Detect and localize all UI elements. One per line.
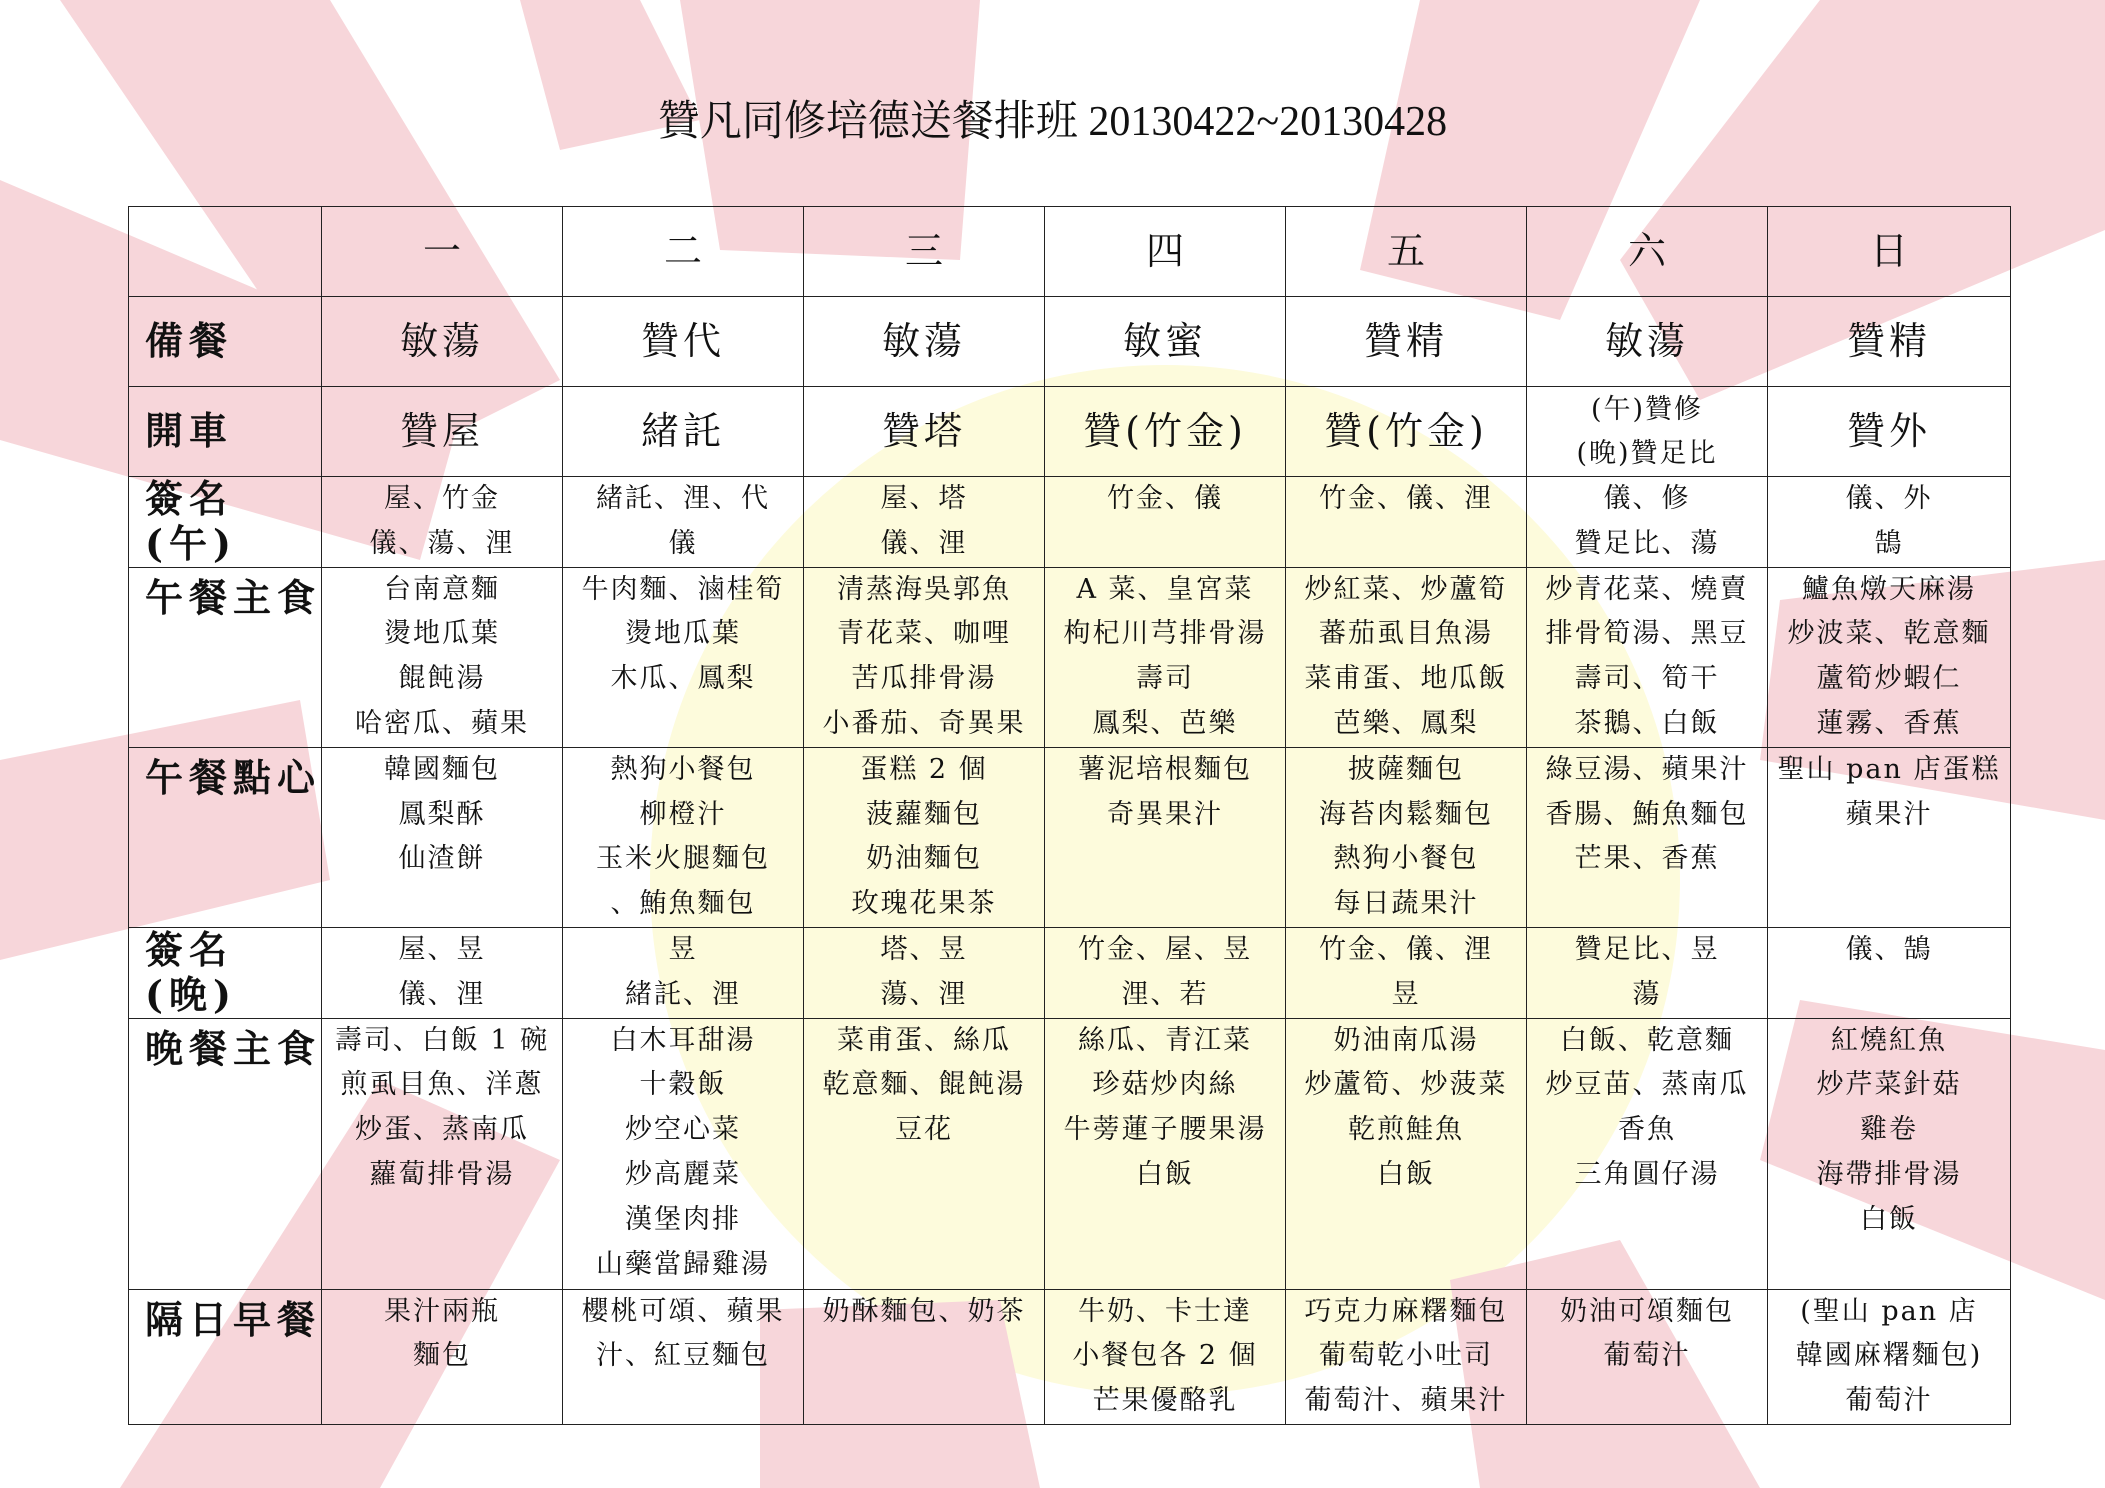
- schedule-cell: [1045, 747, 1286, 927]
- schedule-row: [129, 567, 2011, 747]
- cell-line: 奶油南瓜湯: [1333, 1024, 1479, 1056]
- cell-line: 漢堡肉排: [625, 1203, 741, 1235]
- cell-line: 屋、竹金: [384, 483, 500, 514]
- schedule-cell: [322, 297, 563, 387]
- schedule-cell: [1768, 927, 2011, 1018]
- schedule-cell: [804, 477, 1045, 568]
- schedule-cell: [1286, 1018, 1527, 1289]
- cell-line: 木瓜、鳳梨: [610, 663, 756, 695]
- cell-line: 牛肉麵、滷桂筍: [581, 573, 785, 605]
- schedule-cell: [804, 927, 1045, 1018]
- cell-line: 蛋糕 2 個: [860, 753, 988, 785]
- schedule-cell: [1286, 927, 1527, 1018]
- schedule-cell: [322, 567, 563, 747]
- schedule-cell: [1527, 1018, 1768, 1289]
- schedule-cell: [1527, 1289, 1768, 1424]
- schedule-cell: [1286, 567, 1527, 747]
- cell-line: 贊足比、昱: [1574, 933, 1720, 965]
- cell-line: 昱: [668, 933, 698, 965]
- cell-line: 緒託、浬: [625, 978, 741, 1010]
- cell-line: 鱸魚燉天麻湯: [1802, 573, 1976, 605]
- cell-line: 汁、紅豆麵包: [596, 1340, 770, 1372]
- page-title: 贊凡同修培德送餐排班 20130422~20130428: [657, 99, 1448, 145]
- schedule-cell: [563, 387, 804, 477]
- schedule-row: [129, 1018, 2011, 1289]
- day-header: 日: [1768, 207, 2011, 297]
- cell-line: 儀、浬: [398, 978, 486, 1010]
- cell-line: 乾煎鮭魚: [1348, 1114, 1464, 1146]
- cell-line: 贊(竹金): [1083, 409, 1247, 454]
- cell-line: 燙地瓜葉: [625, 618, 741, 650]
- cell-line: 昱: [1391, 978, 1421, 1010]
- cell-line: 葡萄汁: [1603, 1340, 1691, 1372]
- cell-line: 儀、蕩、浬: [369, 527, 515, 559]
- schedule-cell: [1527, 477, 1768, 568]
- cell-line: 奇異果汁: [1107, 798, 1223, 830]
- cell-line: 竹金、屋、昱: [1078, 933, 1252, 965]
- cell-line: 炒蛋、蒸南瓜: [355, 1114, 529, 1146]
- cell-line: 綠豆湯、蘋果汁: [1545, 753, 1749, 785]
- cell-line: 小番茄、奇異果: [822, 707, 1026, 739]
- schedule-cell: [1768, 477, 2011, 568]
- schedule-cell: [1045, 477, 1286, 568]
- schedule-cell: [1045, 1289, 1286, 1424]
- cell-line: 熱狗小餐包: [610, 753, 756, 785]
- cell-line: 仙渣餅: [398, 843, 486, 875]
- cell-line: 蕩: [1632, 978, 1662, 1010]
- cell-line: 果汁兩瓶: [384, 1295, 500, 1327]
- day-header: 四: [1045, 207, 1286, 297]
- cell-line: 白飯: [1860, 1203, 1918, 1235]
- cell-line: 贊精: [1846, 319, 1931, 364]
- schedule-cell: [1045, 927, 1286, 1018]
- cell-line: (晚)贊足比: [1576, 437, 1718, 469]
- cell-line: 贊(竹金): [1324, 409, 1488, 454]
- day-header: 五: [1286, 207, 1527, 297]
- cell-line: 炒高麗菜: [625, 1158, 741, 1190]
- schedule-body: [129, 297, 2011, 1425]
- cell-line: 麵包: [413, 1340, 471, 1372]
- cell-line: 餛飩湯: [398, 663, 486, 695]
- schedule-cell: [563, 927, 804, 1018]
- schedule-cell: [322, 477, 563, 568]
- schedule-cell: [563, 297, 804, 387]
- cell-line: 敏蜜: [1122, 319, 1207, 364]
- cell-line: 芭樂、鳳梨: [1333, 707, 1479, 739]
- cell-line: 壽司: [1136, 663, 1194, 695]
- cell-line: 白木耳甜湯: [610, 1024, 756, 1056]
- schedule-cell: [1045, 567, 1286, 747]
- schedule-cell: [1527, 567, 1768, 747]
- schedule-row: [129, 1289, 2011, 1424]
- row-label: 午餐主食: [129, 567, 322, 747]
- cell-line: 葡萄汁、蘋果汁: [1304, 1385, 1508, 1417]
- cell-line: 香魚: [1618, 1114, 1676, 1146]
- schedule-cell: [1527, 297, 1768, 387]
- cell-line: 白飯: [1136, 1158, 1194, 1190]
- cell-line: 儀、浬: [880, 527, 968, 559]
- cell-line: 青花菜、咖哩: [837, 618, 1011, 650]
- cell-line: 贊塔: [881, 409, 966, 454]
- cell-line: 葡萄乾小吐司: [1319, 1340, 1493, 1372]
- cell-line: 奶油麵包: [866, 843, 982, 875]
- schedule-cell: [1527, 747, 1768, 927]
- schedule-cell: [1286, 477, 1527, 568]
- cell-line: 鳳梨酥: [398, 798, 486, 830]
- cell-line: 蘋果汁: [1845, 798, 1933, 830]
- cell-line: 敏蕩: [399, 319, 484, 364]
- cell-line: 哈密瓜、蘋果: [355, 707, 529, 739]
- cell-line: 炒空心菜: [625, 1114, 741, 1146]
- cell-line: 敏蕩: [881, 319, 966, 364]
- cell-line: 每日蔬果汁: [1333, 888, 1479, 920]
- cell-line: 山藥當歸雞湯: [596, 1248, 770, 1280]
- day-header: 二: [563, 207, 804, 297]
- cell-line: 蘿蔔排骨湯: [369, 1158, 515, 1190]
- schedule-cell: [1768, 567, 2011, 747]
- cell-line: 儀、鵠: [1845, 933, 1933, 965]
- cell-line: 儀: [668, 527, 698, 559]
- schedule-cell: [1045, 1018, 1286, 1289]
- cell-line: 牛蒡蓮子腰果湯: [1063, 1114, 1267, 1146]
- cell-line: 炒豆苗、蒸南瓜: [1545, 1069, 1749, 1101]
- cell-line: 十穀飯: [639, 1069, 727, 1101]
- schedule-cell: [322, 1289, 563, 1424]
- schedule-cell: [1768, 297, 2011, 387]
- cell-line: 珍菇炒肉絲: [1092, 1069, 1238, 1101]
- cell-line: 茶鵝、白飯: [1574, 707, 1720, 739]
- cell-line: 儀、外: [1845, 483, 1933, 514]
- cell-line: 熱狗小餐包: [1333, 843, 1479, 875]
- row-label: 午餐點心: [129, 747, 322, 927]
- cell-line: 海帶排骨湯: [1816, 1158, 1962, 1190]
- cell-line: 竹金、儀: [1107, 483, 1223, 514]
- cell-line: (聖山 pan 店: [1800, 1295, 1978, 1327]
- cell-line: 炒蘆筍、炒菠菜: [1304, 1069, 1508, 1101]
- cell-line: A 菜、皇宮菜: [1076, 573, 1254, 605]
- cell-line: 乾意麵、餛飩湯: [822, 1069, 1026, 1101]
- cell-line: 香腸、鮪魚麵包: [1545, 798, 1749, 830]
- cell-line: 贊屋: [399, 409, 484, 454]
- cell-line: 薯泥培根麵包: [1078, 753, 1252, 785]
- cell-line: 菜甫蛋、絲瓜: [837, 1024, 1011, 1056]
- cell-line: 贊代: [640, 319, 725, 364]
- cell-line: (午)贊修: [1590, 393, 1704, 425]
- cell-line: 炒波菜、乾意麵: [1787, 618, 1991, 650]
- cell-line: 紅燒紅魚: [1831, 1024, 1947, 1056]
- schedule-cell: [322, 1018, 563, 1289]
- cell-line: 竹金、儀、浬: [1319, 483, 1493, 514]
- schedule-cell: [322, 387, 563, 477]
- schedule-cell: [1286, 387, 1527, 477]
- cell-line: 絲瓜、青江菜: [1078, 1024, 1252, 1056]
- header-row: [129, 207, 2011, 297]
- schedule-cell: [1045, 387, 1286, 477]
- cell-line: 緒託、浬、代: [596, 483, 770, 514]
- cell-line: 贊足比、蕩: [1574, 527, 1720, 559]
- cell-line: 蓮霧、香蕉: [1816, 707, 1962, 739]
- row-label: 開車: [129, 387, 322, 477]
- cell-line: 屋、昱: [398, 933, 486, 965]
- day-header: 一: [322, 207, 563, 297]
- schedule-cell: [563, 1018, 804, 1289]
- cell-line: 炒青花菜、燒賣: [1545, 573, 1749, 605]
- cell-line: 豆花: [895, 1114, 953, 1146]
- cell-line: 塔、昱: [880, 933, 968, 965]
- cell-line: 枸杞川芎排骨湯: [1063, 618, 1267, 650]
- cell-line: 奶酥麵包、奶茶: [822, 1295, 1026, 1327]
- schedule-cell: [804, 1018, 1045, 1289]
- schedule-cell: [563, 477, 804, 568]
- schedule-cell: [563, 747, 804, 927]
- cell-line: 鵠: [1874, 527, 1904, 559]
- cell-line: 屋、塔: [880, 483, 968, 514]
- cell-line: 葡萄汁: [1845, 1385, 1933, 1417]
- schedule-cell: [804, 297, 1045, 387]
- cell-line: 煎虱目魚、洋蔥: [340, 1069, 544, 1101]
- schedule-row: [129, 297, 2011, 387]
- cell-line: 鳳梨、芭樂: [1092, 707, 1238, 739]
- cell-line: 小餐包各 2 個: [1072, 1340, 1258, 1372]
- cell-line: 雞卷: [1860, 1114, 1918, 1146]
- schedule-row: [129, 387, 2011, 477]
- cell-line: 海苔肉鬆麵包: [1319, 798, 1493, 830]
- cell-line: 韓國麻糬麵包): [1795, 1340, 1983, 1372]
- schedule-cell: [1768, 1289, 2011, 1424]
- schedule-cell: [1768, 747, 2011, 927]
- cell-line: 贊精: [1363, 319, 1448, 364]
- cell-line: 玉米火腿麵包: [596, 843, 770, 875]
- cell-line: 、鮪魚麵包: [610, 888, 756, 920]
- schedule-cell: [1768, 1018, 2011, 1289]
- cell-line: 炒芹菜針菇: [1816, 1069, 1962, 1101]
- schedule-cell: [1527, 927, 1768, 1018]
- row-label: 晚餐主食: [129, 1018, 322, 1289]
- row-label: 簽名(午): [129, 477, 322, 568]
- cell-line: 壽司、筍干: [1574, 663, 1720, 695]
- schedule-table: [128, 206, 2011, 1425]
- schedule-cell: [804, 747, 1045, 927]
- cell-line: 壽司、白飯 1 碗: [334, 1024, 550, 1056]
- corner-cell: [129, 207, 322, 297]
- cell-line: 韓國麵包: [384, 753, 500, 785]
- row-label: 簽名(晚): [129, 927, 322, 1018]
- cell-line: 浬、若: [1121, 978, 1209, 1010]
- schedule-cell: [1286, 747, 1527, 927]
- schedule-cell: [804, 567, 1045, 747]
- cell-line: 緒託: [640, 409, 725, 454]
- cell-line: 巧克力麻糬麵包: [1304, 1295, 1508, 1327]
- day-header: 三: [804, 207, 1045, 297]
- cell-line: 竹金、儀、浬: [1319, 933, 1493, 965]
- schedule-cell: [322, 927, 563, 1018]
- cell-line: 排骨筍湯、黑豆: [1545, 618, 1749, 650]
- cell-line: 菠蘿麵包: [866, 798, 982, 830]
- cell-line: 牛奶、卡士達: [1078, 1295, 1252, 1327]
- cell-line: 蘆筍炒蝦仁: [1816, 663, 1962, 695]
- cell-line: 台南意麵: [384, 573, 500, 605]
- schedule-cell: [1286, 1289, 1527, 1424]
- schedule-cell: [804, 387, 1045, 477]
- cell-line: 菜甫蛋、地瓜飯: [1304, 663, 1508, 695]
- cell-line: 玫瑰花果茶: [851, 888, 997, 920]
- schedule-row: [129, 927, 2011, 1018]
- cell-line: 柳橙汁: [639, 798, 727, 830]
- cell-line: 奶油可頌麵包: [1560, 1295, 1734, 1327]
- schedule-cell: [563, 567, 804, 747]
- cell-line: 燙地瓜葉: [384, 618, 500, 650]
- cell-line: 蕩、浬: [880, 978, 968, 1010]
- schedule-cell: [563, 1289, 804, 1424]
- row-label: 隔日早餐: [129, 1289, 322, 1424]
- cell-line: 芒果、香蕉: [1574, 843, 1720, 875]
- cell-line: 白飯、乾意麵: [1560, 1024, 1734, 1056]
- schedule-cell: [804, 1289, 1045, 1424]
- cell-line: 炒紅菜、炒蘆筍: [1304, 573, 1508, 605]
- cell-line: 苦瓜排骨湯: [851, 663, 997, 695]
- cell-line: 清蒸海吳郭魚: [837, 573, 1011, 605]
- schedule-cell: [1768, 387, 2011, 477]
- schedule-cell: [1045, 297, 1286, 387]
- row-label: 備餐: [129, 297, 322, 387]
- cell-line: 披薩麵包: [1348, 753, 1464, 785]
- cell-line: 蕃茄虱目魚湯: [1319, 618, 1493, 650]
- cell-line: 櫻桃可頌、蘋果: [581, 1295, 785, 1327]
- schedule-cell: [1527, 387, 1768, 477]
- cell-line: 白飯: [1377, 1158, 1435, 1190]
- day-header: 六: [1527, 207, 1768, 297]
- schedule-row: [129, 477, 2011, 568]
- cell-line: 儀、修: [1603, 483, 1691, 514]
- cell-line: 聖山 pan 店蛋糕: [1777, 753, 2001, 785]
- cell-line: 贊外: [1846, 409, 1931, 454]
- schedule-cell: [322, 747, 563, 927]
- schedule-row: [129, 747, 2011, 927]
- schedule-cell: [1286, 297, 1527, 387]
- cell-line: 敏蕩: [1604, 319, 1689, 364]
- cell-line: 芒果優酪乳: [1092, 1385, 1238, 1417]
- cell-line: 三角圓仔湯: [1574, 1158, 1720, 1190]
